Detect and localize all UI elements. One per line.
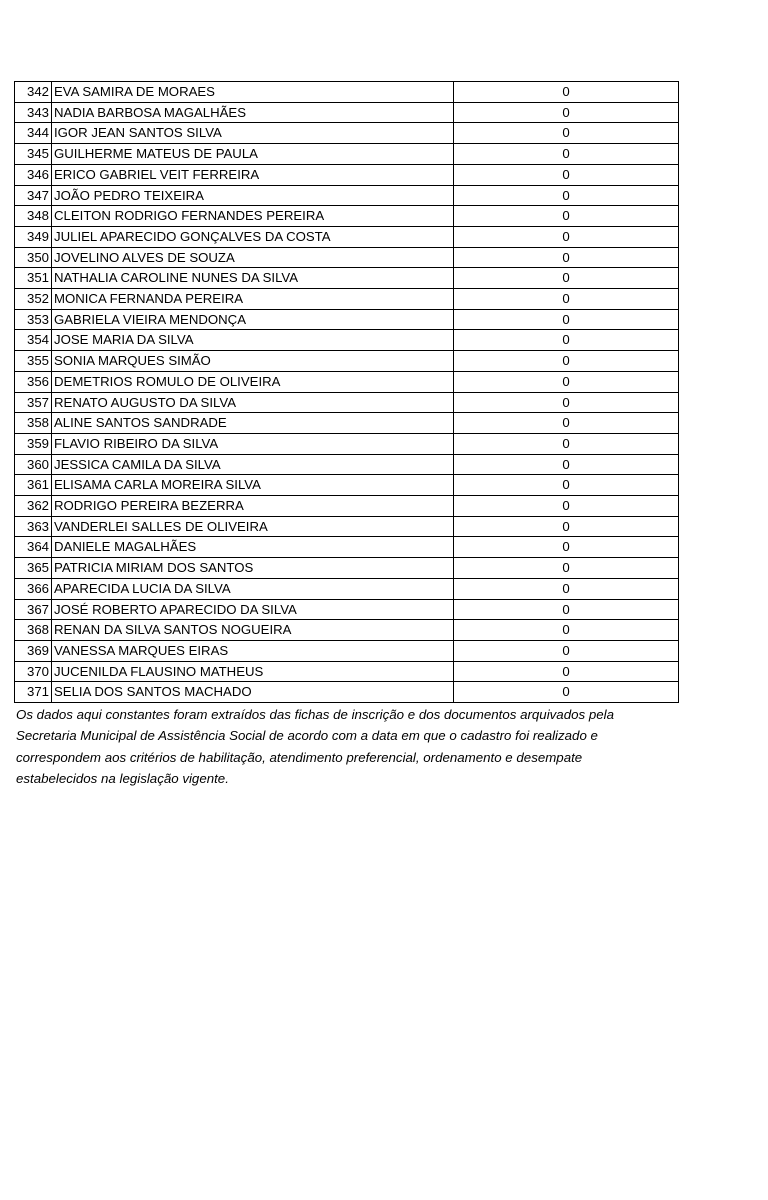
row-number: 352 xyxy=(15,289,52,310)
row-score: 0 xyxy=(454,144,679,165)
table-row xyxy=(15,392,679,413)
table-row xyxy=(15,537,679,558)
table-row xyxy=(15,268,679,289)
row-number: 361 xyxy=(15,475,52,496)
row-score: 0 xyxy=(454,206,679,227)
footnote-line: estabelecidos na legislação vigente. xyxy=(16,770,229,786)
footnote xyxy=(16,704,676,789)
row-number: 351 xyxy=(15,268,52,289)
row-number: 348 xyxy=(15,206,52,227)
row-name: JULIEL APARECIDO GONÇALVES DA COSTA xyxy=(52,226,454,247)
ranking-table xyxy=(14,81,679,703)
row-name: ERICO GABRIEL VEIT FERREIRA xyxy=(52,164,454,185)
row-name: RENATO AUGUSTO DA SILVA xyxy=(52,392,454,413)
row-score: 0 xyxy=(454,371,679,392)
table-row xyxy=(15,433,679,454)
row-name: VANDERLEI SALLES DE OLIVEIRA xyxy=(52,516,454,537)
row-score: 0 xyxy=(454,102,679,123)
table-row xyxy=(15,206,679,227)
row-score: 0 xyxy=(454,247,679,268)
row-score: 0 xyxy=(454,516,679,537)
table-row xyxy=(15,496,679,517)
row-name: FLAVIO RIBEIRO DA SILVA xyxy=(52,433,454,454)
row-name: VANESSA MARQUES EIRAS xyxy=(52,640,454,661)
table-row xyxy=(15,640,679,661)
table-row xyxy=(15,226,679,247)
row-name: NADIA BARBOSA MAGALHÃES xyxy=(52,102,454,123)
row-name: JUCENILDA FLAUSINO MATHEUS xyxy=(52,661,454,682)
footnote-line: Secretaria Municipal de Assistência Social de acordo com a data em que o cadastro foi realizado e xyxy=(16,728,598,744)
table-row xyxy=(15,102,679,123)
row-number: 354 xyxy=(15,330,52,351)
row-name: RODRIGO PEREIRA BEZERRA xyxy=(52,496,454,517)
row-number: 345 xyxy=(15,144,52,165)
row-number: 360 xyxy=(15,454,52,475)
row-name: JOSE MARIA DA SILVA xyxy=(52,330,454,351)
row-score: 0 xyxy=(454,682,679,703)
row-name: JOVELINO ALVES DE SOUZA xyxy=(52,247,454,268)
row-number: 349 xyxy=(15,226,52,247)
table-row xyxy=(15,558,679,579)
row-score: 0 xyxy=(454,330,679,351)
footnote-line: Os dados aqui constantes foram extraídos das fichas de inscrição e dos documentos arquivados pela xyxy=(16,707,614,722)
row-score: 0 xyxy=(454,640,679,661)
table-row xyxy=(15,371,679,392)
row-score: 0 xyxy=(454,537,679,558)
table-row xyxy=(15,144,679,165)
row-score: 0 xyxy=(454,475,679,496)
table-row xyxy=(15,164,679,185)
table-row xyxy=(15,620,679,641)
row-name: GUILHERME MATEUS DE PAULA xyxy=(52,144,454,165)
table-row xyxy=(15,330,679,351)
row-score: 0 xyxy=(454,413,679,434)
ranking-table-body xyxy=(15,82,679,703)
row-score: 0 xyxy=(454,268,679,289)
row-number: 358 xyxy=(15,413,52,434)
table-row xyxy=(15,599,679,620)
table-row xyxy=(15,682,679,703)
row-name: PATRICIA MIRIAM DOS SANTOS xyxy=(52,558,454,579)
row-name: DEMETRIOS ROMULO DE OLIVEIRA xyxy=(52,371,454,392)
row-number: 363 xyxy=(15,516,52,537)
row-score: 0 xyxy=(454,123,679,144)
row-name: RENAN DA SILVA SANTOS NOGUEIRA xyxy=(52,620,454,641)
row-number: 344 xyxy=(15,123,52,144)
row-name: CLEITON RODRIGO FERNANDES PEREIRA xyxy=(52,206,454,227)
row-name: IGOR JEAN SANTOS SILVA xyxy=(52,123,454,144)
row-number: 371 xyxy=(15,682,52,703)
row-score: 0 xyxy=(454,164,679,185)
row-score: 0 xyxy=(454,620,679,641)
row-name: SELIA DOS SANTOS MACHADO xyxy=(52,682,454,703)
row-number: 356 xyxy=(15,371,52,392)
row-number: 370 xyxy=(15,661,52,682)
row-name: APARECIDA LUCIA DA SILVA xyxy=(52,578,454,599)
row-number: 357 xyxy=(15,392,52,413)
row-number: 369 xyxy=(15,640,52,661)
table-row xyxy=(15,454,679,475)
table-row xyxy=(15,82,679,103)
row-score: 0 xyxy=(454,392,679,413)
row-number: 347 xyxy=(15,185,52,206)
row-number: 359 xyxy=(15,433,52,454)
row-score: 0 xyxy=(454,351,679,372)
row-score: 0 xyxy=(454,599,679,620)
row-name: DANIELE MAGALHÃES xyxy=(52,537,454,558)
row-score: 0 xyxy=(454,496,679,517)
row-score: 0 xyxy=(454,433,679,454)
row-score: 0 xyxy=(454,558,679,579)
row-score: 0 xyxy=(454,185,679,206)
row-score: 0 xyxy=(454,289,679,310)
footnote-line: correspondem aos critérios de habilitação, atendimento preferencial, ordenamento e desempate xyxy=(16,749,583,765)
row-score: 0 xyxy=(454,661,679,682)
row-name: SONIA MARQUES SIMÃO xyxy=(52,351,454,372)
row-number: 367 xyxy=(15,599,52,620)
table-row xyxy=(15,351,679,372)
table-row xyxy=(15,185,679,206)
row-number: 368 xyxy=(15,620,52,641)
row-name: ELISAMA CARLA MOREIRA SILVA xyxy=(52,475,454,496)
row-number: 365 xyxy=(15,558,52,579)
row-number: 366 xyxy=(15,578,52,599)
row-number: 342 xyxy=(15,82,52,103)
table-row xyxy=(15,123,679,144)
table-row xyxy=(15,661,679,682)
row-name: JOÃO PEDRO TEIXEIRA xyxy=(52,185,454,206)
row-name: JESSICA CAMILA DA SILVA xyxy=(52,454,454,475)
row-score: 0 xyxy=(454,454,679,475)
table-row xyxy=(15,413,679,434)
row-number: 343 xyxy=(15,102,52,123)
table-row xyxy=(15,516,679,537)
row-name: NATHALIA CAROLINE NUNES DA SILVA xyxy=(52,268,454,289)
table-row xyxy=(15,247,679,268)
row-name: MONICA FERNANDA PEREIRA xyxy=(52,289,454,310)
table-row xyxy=(15,309,679,330)
table-row xyxy=(15,578,679,599)
row-number: 350 xyxy=(15,247,52,268)
row-number: 364 xyxy=(15,537,52,558)
row-number: 362 xyxy=(15,496,52,517)
row-score: 0 xyxy=(454,578,679,599)
row-name: EVA SAMIRA DE MORAES xyxy=(52,82,454,103)
row-score: 0 xyxy=(454,226,679,247)
row-name: ALINE SANTOS SANDRADE xyxy=(52,413,454,434)
row-score: 0 xyxy=(454,82,679,103)
table-row xyxy=(15,475,679,496)
row-number: 353 xyxy=(15,309,52,330)
table-row xyxy=(15,289,679,310)
row-name: JOSÉ ROBERTO APARECIDO DA SILVA xyxy=(52,599,454,620)
row-number: 355 xyxy=(15,351,52,372)
row-number: 346 xyxy=(15,164,52,185)
row-score: 0 xyxy=(454,309,679,330)
row-name: GABRIELA VIEIRA MENDONÇA xyxy=(52,309,454,330)
